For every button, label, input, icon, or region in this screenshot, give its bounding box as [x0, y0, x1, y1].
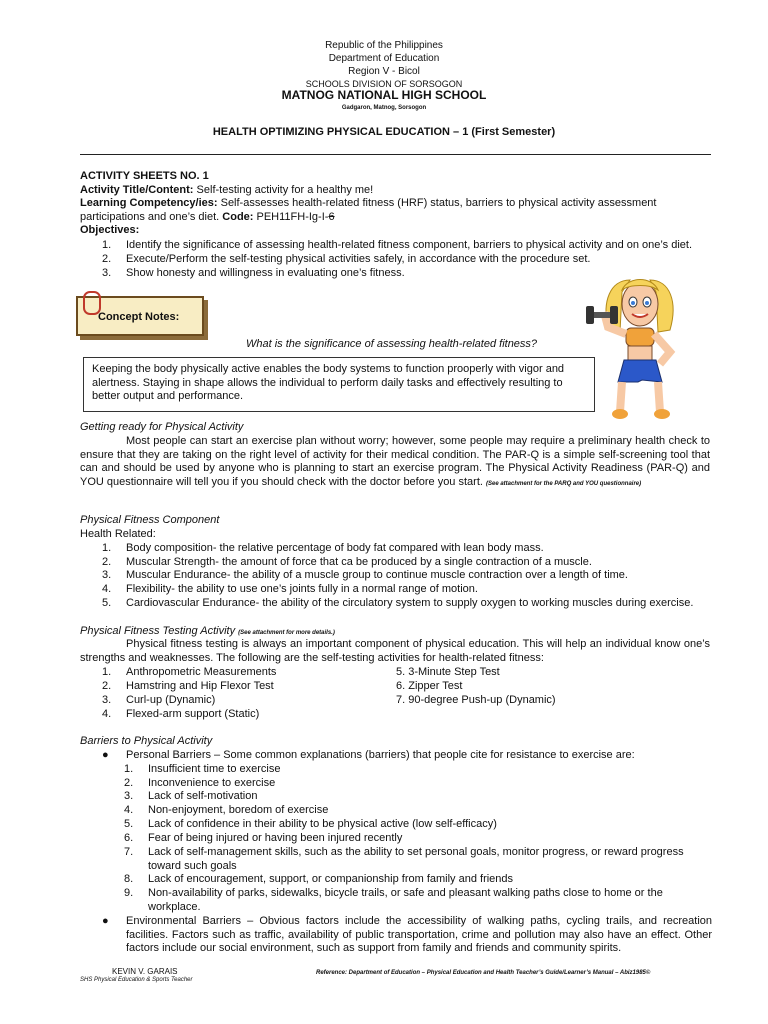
activity-title-value: Self-testing activity for a healthy me! — [193, 183, 374, 196]
test-item: 2. Hamstring and Hip Flexor Test — [102, 680, 274, 692]
objective-text: Identify the significance of assessing health-related fitness component, barriers to physical activity and on one’s diet. — [126, 239, 693, 251]
barrier-item: 7. Lack of self-management skills, such as the ability to set personal goals, monitor progress, or reward progress toward such goals — [124, 846, 712, 873]
barrier-item: 8. Lack of encouragement, support, or companionship from family and friends — [124, 873, 514, 885]
competency-label: Learning Competency/ies: — [80, 197, 218, 210]
test-text: Flexed-arm support (Static) — [126, 708, 260, 720]
barrier-item: 6. Fear of being injured or having been injured recently — [124, 832, 403, 844]
barrier-text: Non-availability of parks, sidewalks, bicycle trails, or safe and pleasant walking paths close to home or the workplace. — [148, 887, 663, 913]
test-item: 6. Zipper Test — [396, 680, 463, 692]
footer-author — [80, 967, 193, 985]
objective-item: 3. Show honesty and willingness in evaluating one’s fitness. — [102, 267, 405, 279]
barrier-item: 4. Non-enjoyment, boredom of exercise — [124, 804, 329, 816]
header-division: SCHOOLS DIVISION OF SORSOGON — [305, 79, 463, 89]
barriers-heading: Barriers to Physical Activity — [80, 735, 213, 747]
component-text: Cardiovascular Endurance- the ability of the circulatory system to supply oxygen to working muscles during exercise. — [126, 597, 694, 609]
component-item: 5. Cardiovascular Endurance- the ability of the circulatory system to supply oxygen to working muscles during exercise. — [102, 597, 694, 609]
code-label: Code: — [222, 210, 254, 223]
subject-title: HEALTH OPTIMIZING PHYSICAL EDUCATION – 1 (First Semester) — [212, 126, 556, 138]
component-item: 3. Muscular Endurance- the ability of a muscle group to continue muscle contraction over a length of time. — [102, 569, 628, 581]
barrier-item: 3. Lack of self-motivation — [124, 790, 258, 802]
component-item: 4. Flexibility- the ability to use one’s joints fully in a normal range of motion. — [102, 583, 478, 595]
test-text: Hamstring and Hip Flexor Test — [126, 680, 274, 692]
school-name: MATNOG NATIONAL HIGH SCHOOL — [281, 88, 487, 102]
environmental-barriers: ● Environmental Barriers – Obvious factors include the accessibility of walking paths, cycling trails, and recreation facilities. Factors such as traffic, availability of public transportation, crime and pollution may also have an effect. Other factors include our social environment, such as support from family and friends and community spirits. — [102, 915, 712, 955]
testing-note: (See attachment for more details.) — [238, 630, 335, 636]
code-strike: 6 — [328, 210, 335, 223]
component-item: 2. Muscular Strength- the amount of force that ca be produced by a single contraction of a muscle. — [102, 556, 592, 568]
barrier-item: 9. Non-availability of parks, sidewalks, bicycle trails, or safe and pleasant walking paths close to home or the workplace. — [124, 887, 712, 914]
test-text: Curl-up (Dynamic) — [126, 694, 216, 706]
test-item: 7. 90-degree Push-up (Dynamic) — [396, 694, 556, 706]
school-address: Gadgaron, Matnog, Sorsogon — [341, 105, 427, 111]
barrier-text: Lack of self-motivation — [148, 790, 258, 802]
barrier-text: Lack of self-management skills, such as the ability to set personal goals, monitor progress, or reward progress toward such goals — [148, 846, 684, 872]
barrier-text: Fear of being injured or having been injured recently — [148, 832, 403, 844]
paperclip-icon — [83, 291, 101, 315]
barrier-text: Inconvenience to exercise — [148, 777, 276, 789]
component-text: Flexibility- the ability to use one’s joints fully in a normal range of motion. — [126, 583, 478, 595]
divider — [80, 154, 711, 155]
barrier-text: Non-enjoyment, boredom of exercise — [148, 804, 329, 816]
header-republic: Republic of the Philippines — [325, 40, 443, 51]
activity-sheet-label: ACTIVITY SHEETS NO. 1 — [80, 170, 209, 182]
activity-title-line — [80, 184, 710, 198]
ready-body — [80, 435, 710, 491]
objective-text: Show honesty and willingness in evaluating one’s fitness. — [126, 267, 405, 279]
test-text: Anthropometric Measurements — [126, 666, 277, 678]
component-text: Body composition- the relative percentage of body fat compared with lean body mass. — [126, 542, 544, 554]
ready-body-text: Most people can start an exercise plan without worry; however, some people may require a preliminary health check to ensure that they are taking on the right level of activity for their medical condition. The PAR-Q is a simple self-screening tool that can and should be used by anyone who is planning to start an exercise program. The Physical Activity Readiness (PAR-Q) and YOU questionnaire will tell you if you should check with the doctor before you start. — [80, 435, 710, 488]
competency-line — [80, 197, 710, 224]
header-region: Region V - Bicol — [348, 66, 420, 77]
objectives-label: Objectives: — [80, 224, 140, 237]
objective-text: Execute/Perform the self-testing physical activities safely, in accordance with the procedure set. — [126, 253, 591, 265]
concept-notes-label: Concept Notes: — [98, 311, 180, 323]
author-name: KEVIN V. GARAIS — [112, 967, 178, 976]
ready-heading: Getting ready for Physical Activity — [80, 421, 244, 433]
testing-body: Physical fitness testing is always an important component of physical education. This will help an individual know one’s strengths and weaknesses. The following are the self-testing activities for health-related fitness: — [80, 638, 710, 664]
concept-question: What is the significance of assessing health-related fitness? — [246, 338, 538, 350]
testing-heading: Physical Fitness Testing Activity — [80, 625, 236, 637]
objective-item: 2. Execute/Perform the self-testing physical activities safely, in accordance with the procedure set. — [102, 253, 591, 265]
personal-barriers-text: Personal Barriers – Some common explanations (barriers) that people cite for resistance to exercise are: — [126, 749, 635, 761]
ready-note: (See attachment for the PARQ and YOU questionnaire) — [486, 480, 642, 487]
activity-title-label: Activity Title/Content: — [80, 183, 194, 196]
footer-reference: Reference: Department of Education – Physical Education and Health Teacher’s Guide/Learner’s Manual – Abiz1985© — [316, 970, 651, 976]
component-heading: Physical Fitness Component — [80, 514, 220, 526]
barrier-text: Lack of encouragement, support, or companionship from family and friends — [148, 873, 514, 885]
component-sub: Health Related: — [80, 528, 156, 540]
barrier-item: 1. Insufficient time to exercise — [124, 763, 281, 775]
competency-value: Self-assesses health-related fitness (HRF) status, barriers to physical activity assessment participations and one’s diet. — [80, 197, 657, 223]
test-item: 3. Curl-up (Dynamic) — [102, 694, 216, 706]
objective-item: 1. Identify the significance of assessing health-related fitness component, barriers to physical activity and on one’s diet. — [102, 239, 693, 251]
component-text: Muscular Endurance- the ability of a muscle group to continue muscle contraction over a length of time. — [126, 569, 628, 581]
test-item: 5. 3-Minute Step Test — [396, 666, 500, 678]
barrier-text: Insufficient time to exercise — [148, 763, 281, 775]
barrier-item: 5. Lack of confidence in their ability to be physical active (low self-efficacy) — [124, 818, 497, 830]
test-item: 4. Flexed-arm support (Static) — [102, 708, 260, 720]
fitness-girl-illustration — [580, 272, 700, 422]
personal-barriers: ● Personal Barriers – Some common explanations (barriers) that people cite for resistance to exercise are: — [102, 749, 635, 761]
environmental-barriers-text: Environmental Barriers – Obvious factors include the accessibility of walking paths, cycling trails, and recreation facilities. Factors such as traffic, availability of public transportation, crime and pollution may also have an effect. Other factors include our social environment, such as support from family and friends and community spirits. — [126, 915, 712, 955]
activity-block — [80, 170, 710, 238]
test-item: 1. Anthropometric Measurements — [102, 666, 277, 678]
barrier-text: Lack of confidence in their ability to be physical active (low self-efficacy) — [148, 818, 497, 830]
author-role: SHS Physical Education & Sports Teacher — [80, 977, 193, 983]
code-value: PEH11FH-Ig-I- — [253, 210, 329, 223]
header-dept: Department of Education — [328, 53, 440, 64]
concept-box: Keeping the body physically active enables the body systems to function prooperly with vigor and alertness. Staying in shape allows the individual to perform daily tasks and effectively resulting to better output and performance. — [83, 357, 595, 412]
barrier-item: 2. Inconvenience to exercise — [124, 777, 276, 789]
component-item: 1. Body composition- the relative percentage of body fat compared with lean body mass. — [102, 542, 544, 554]
component-text: Muscular Strength- the amount of force that ca be produced by a single contraction of a muscle. — [126, 556, 592, 568]
